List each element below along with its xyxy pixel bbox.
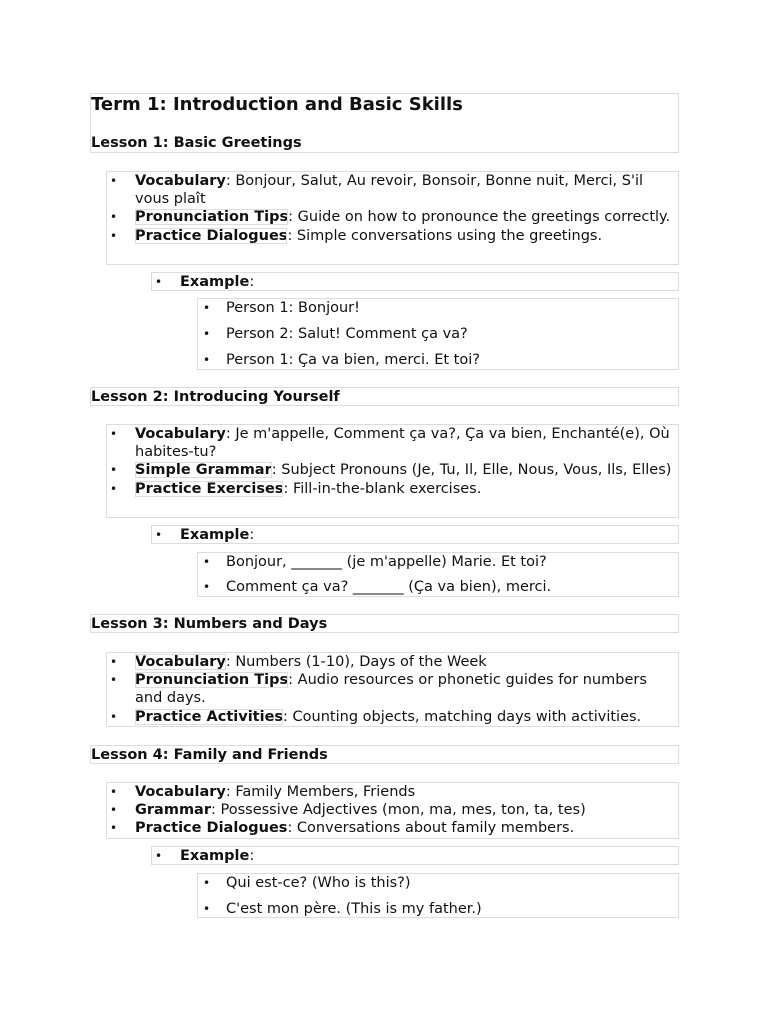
list-item	[107, 819, 678, 837]
list-item	[107, 801, 678, 819]
item-text: : Numbers (1-10), Days of the Week	[225, 654, 487, 670]
bullet: •	[203, 580, 211, 594]
example-label: Example	[180, 274, 250, 290]
bullet: •	[110, 655, 118, 669]
colon: :	[249, 274, 255, 290]
example-item	[198, 299, 360, 317]
bullet: •	[110, 210, 118, 225]
list-item	[107, 172, 678, 208]
item-text: : Possessive Adjectives (mon, ma, mes, ton, ta, tes)	[211, 802, 586, 819]
bullet: •	[203, 327, 211, 341]
lesson-4-examples	[197, 873, 679, 918]
item-text: : Bonjour, Salut, Au revoir, Bonsoir, Bonne nuit, Merci, S'il vous plaît	[135, 173, 643, 208]
bullet: •	[203, 555, 211, 569]
list-item	[107, 708, 678, 726]
example-item	[198, 351, 480, 369]
lesson-2-heading: Lesson 2: Introducing Yourself	[91, 389, 340, 405]
example-item	[198, 578, 551, 596]
lesson-2-example-label	[151, 525, 679, 544]
item-term: Vocabulary	[135, 784, 226, 800]
example-text: Qui est-ce? (Who is this?)	[226, 875, 411, 891]
list-item	[107, 671, 678, 707]
item-text: : Subject Pronouns (Je, Tu, Il, Elle, Nous, Vous, Ils, Elles)	[271, 462, 672, 479]
example-item	[198, 553, 547, 571]
example-text: Person 1: Bonjour!	[226, 300, 360, 316]
example-item	[198, 325, 468, 343]
example-item	[198, 900, 482, 918]
list-item	[107, 461, 678, 479]
example-text: Person 2: Salut! Comment ça va?	[226, 326, 468, 342]
item-term: Simple Grammar	[135, 462, 272, 479]
item-term: Vocabulary	[135, 173, 226, 189]
item-term: Pronunciation Tips	[135, 209, 289, 226]
lesson-4-heading-box	[90, 745, 679, 764]
lesson-2-items	[106, 424, 679, 518]
bullet: •	[203, 353, 211, 367]
bullet: •	[110, 673, 118, 688]
lesson-1-examples	[197, 298, 679, 370]
item-text: : Fill-in-the-blank exercises.	[283, 480, 482, 497]
lesson-3-heading-box	[90, 614, 679, 633]
lesson-4-items	[106, 782, 679, 839]
bullet: •	[110, 481, 118, 496]
item-term: Grammar	[135, 802, 211, 819]
item-term: Practice Dialogues	[135, 820, 288, 837]
bullet: •	[110, 709, 118, 724]
item-text: : Family Members, Friends	[225, 784, 416, 800]
lesson-2-examples	[197, 552, 679, 597]
lesson-3-items	[106, 652, 679, 727]
list-item	[107, 425, 678, 461]
list-item	[152, 273, 678, 291]
list-item	[107, 480, 678, 498]
example-item	[198, 874, 411, 892]
bullet: •	[110, 174, 118, 188]
bullet: •	[110, 463, 118, 478]
list-item	[107, 227, 678, 245]
item-text: : Counting objects, matching days with activities.	[283, 708, 642, 725]
example-text: C'est mon père. (This is my father.)	[226, 901, 482, 917]
list-item	[152, 526, 678, 544]
item-text: : Conversations about family members.	[287, 820, 575, 837]
item-term: Practice Exercises	[135, 480, 284, 497]
lesson-4-heading: Lesson 4: Family and Friends	[91, 747, 328, 763]
example-text: Comment ça va? _______ (Ça va bien), merci.	[226, 579, 552, 595]
lesson-4-example-label	[151, 846, 679, 865]
bullet: •	[110, 803, 118, 818]
list-item	[107, 783, 678, 801]
example-text: Person 1: Ça va bien, merci. Et toi?	[226, 352, 480, 368]
list-item	[107, 208, 678, 226]
bullet: •	[155, 275, 163, 289]
item-term: Pronunciation Tips	[135, 672, 289, 689]
bullet: •	[155, 528, 163, 542]
item-text: : Audio resources or phonetic guides for numbers and days.	[135, 672, 647, 707]
item-text: : Guide on how to pronounce the greetings correctly.	[288, 209, 671, 226]
colon: :	[249, 527, 255, 543]
example-label: Example	[180, 527, 250, 543]
list-item	[107, 653, 678, 671]
page-title: Term 1: Introduction and Basic Skills	[91, 94, 463, 115]
item-term: Practice Activities	[135, 708, 284, 725]
bullet: •	[155, 849, 163, 863]
bullet: •	[110, 785, 118, 799]
bullet: •	[110, 228, 118, 243]
example-label: Example	[180, 848, 250, 864]
bullet: •	[203, 876, 211, 890]
lesson-3-heading: Lesson 3: Numbers and Days	[91, 616, 328, 632]
item-term: Vocabulary	[135, 426, 226, 442]
item-term: Practice Dialogues	[135, 227, 288, 244]
item-text: : Simple conversations using the greetings.	[287, 227, 603, 244]
bullet: •	[203, 902, 211, 916]
bullet: •	[110, 427, 118, 441]
bullet: •	[110, 821, 118, 836]
example-text: Bonjour, _______ (je m'appelle) Marie. Et toi?	[226, 554, 547, 570]
bullet: •	[203, 301, 211, 315]
list-item	[152, 847, 678, 865]
lesson-1-items	[106, 171, 679, 265]
item-text: : Je m'appelle, Comment ça va?, Ça va bien, Enchanté(e), Où habites-tu?	[135, 426, 670, 461]
colon: :	[249, 848, 255, 864]
lesson-1-heading: Lesson 1: Basic Greetings	[91, 135, 302, 151]
lesson-2-heading-box	[90, 387, 679, 406]
title-block	[90, 93, 679, 153]
lesson-1-example-label	[151, 272, 679, 291]
item-term: Vocabulary	[135, 654, 226, 670]
